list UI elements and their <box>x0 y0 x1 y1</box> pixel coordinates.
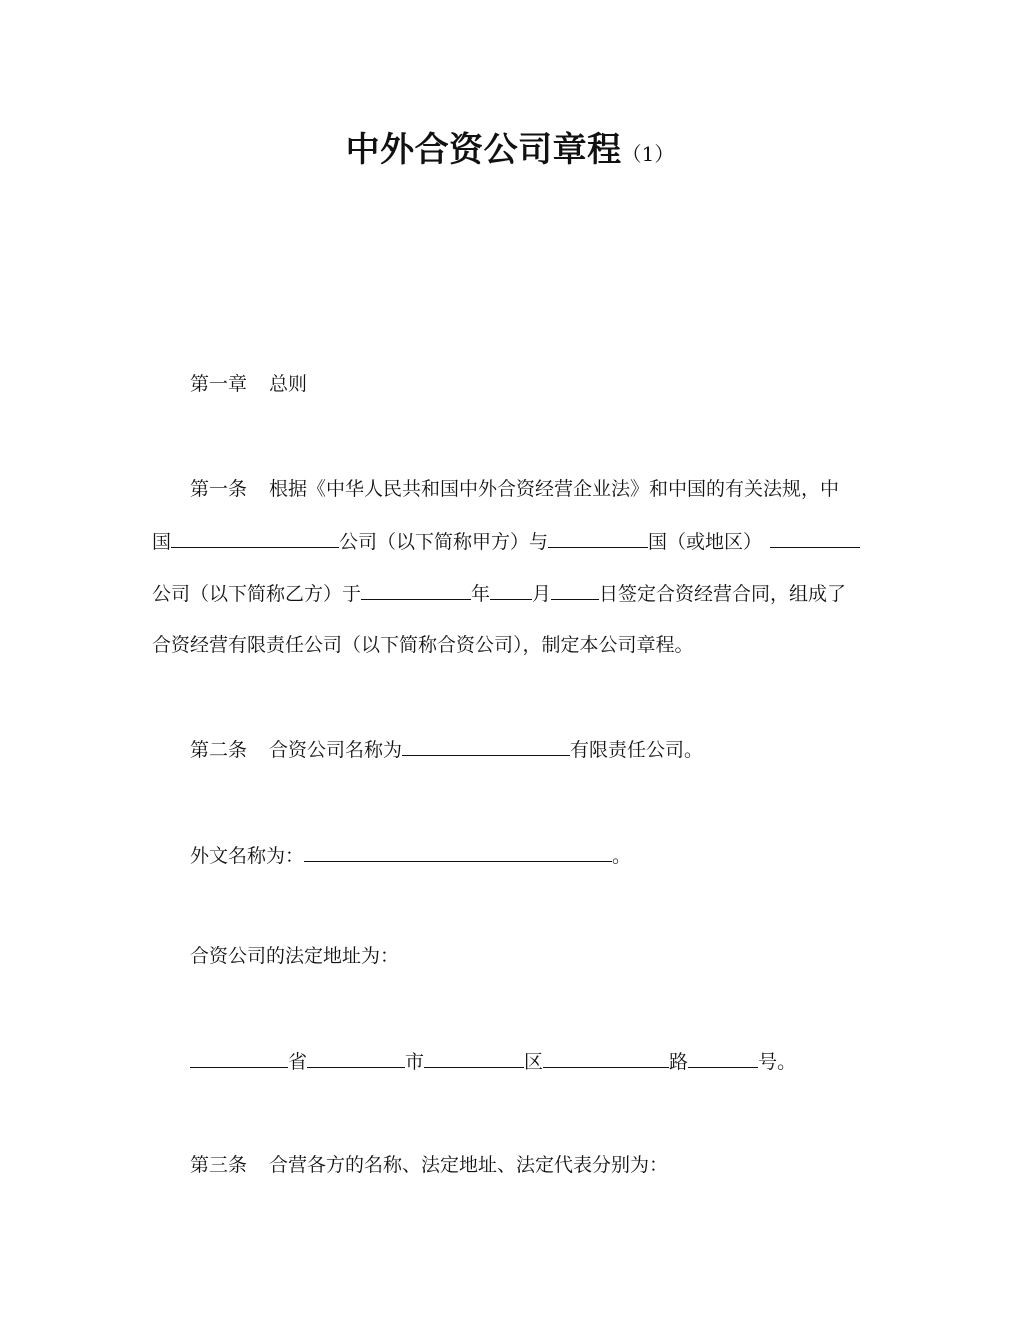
address-road-label: 路 <box>669 1051 689 1073</box>
blank-road[interactable] <box>543 1049 669 1068</box>
title-main: 中外合资公司章程 <box>345 130 622 170</box>
chapter-label: 第一章 <box>190 373 248 395</box>
article1-text-line1: 根据《中华人民共和国中外合资经营企业法》和中国的有关法规，中 <box>269 478 840 500</box>
blank-number[interactable] <box>688 1049 758 1068</box>
blank-day[interactable] <box>551 581 599 600</box>
document-title <box>0 122 1020 171</box>
article1-line4 <box>152 633 694 657</box>
foreign-name-label: 外文名称为： <box>190 845 305 867</box>
article2-text-suffix: 有限责任公司。 <box>570 739 704 761</box>
article2-label: 第二条 <box>190 739 248 761</box>
article1-line3 <box>152 581 846 606</box>
blank-party-a-company[interactable] <box>171 529 339 548</box>
article1-text-month: 月 <box>532 583 552 605</box>
address-district-label: 区 <box>524 1051 544 1073</box>
article1-text-line4: 合资经营有限责任公司（以下简称合资公司），制定本公司章程。 <box>152 634 694 656</box>
address-province-label: 省 <box>288 1051 308 1073</box>
blank-city[interactable] <box>307 1049 405 1068</box>
article1-text-party-b: 公司（以下简称乙方）于 <box>152 583 362 605</box>
article3-text: 合营各方的名称、法定地址、法定代表分别为： <box>269 1154 669 1176</box>
article1-line1 <box>190 477 839 501</box>
blank-district[interactable] <box>424 1049 524 1068</box>
blank-month[interactable] <box>490 581 532 600</box>
article3-label: 第三条 <box>190 1154 248 1176</box>
blank-province[interactable] <box>190 1049 288 1068</box>
article2-address-line <box>190 1049 796 1074</box>
address-intro-text: 合资公司的法定地址为： <box>190 945 400 967</box>
article1-text-year: 年 <box>471 583 491 605</box>
foreign-name-period: 。 <box>612 845 632 867</box>
address-city-label: 市 <box>405 1051 425 1073</box>
article3-line1 <box>190 1153 668 1177</box>
title-suffix: （1） <box>621 142 675 166</box>
blank-foreign-name[interactable] <box>304 843 612 862</box>
article1-label: 第一条 <box>190 478 248 500</box>
article1-text-country: 国 <box>152 531 172 553</box>
blank-company-name[interactable] <box>402 737 570 756</box>
article2-text-name: 合资公司名称为 <box>269 739 403 761</box>
blank-party-b-country[interactable] <box>548 529 648 548</box>
article2-line1 <box>190 737 703 762</box>
blank-year[interactable] <box>361 581 471 600</box>
article1-text-region: 国（或地区） <box>648 531 763 553</box>
article1-line2 <box>152 529 860 554</box>
article1-text-party-a: 公司（以下简称甲方）与 <box>339 531 549 553</box>
article2-foreign-name <box>190 843 631 868</box>
chapter-heading <box>190 372 307 396</box>
article2-address-intro <box>190 944 399 968</box>
chapter-name: 总则 <box>269 373 308 395</box>
address-number-label: 号。 <box>758 1051 797 1073</box>
blank-party-b-company[interactable] <box>770 529 860 548</box>
article1-text-day: 日签定合资经营合同，组成了 <box>599 583 847 605</box>
